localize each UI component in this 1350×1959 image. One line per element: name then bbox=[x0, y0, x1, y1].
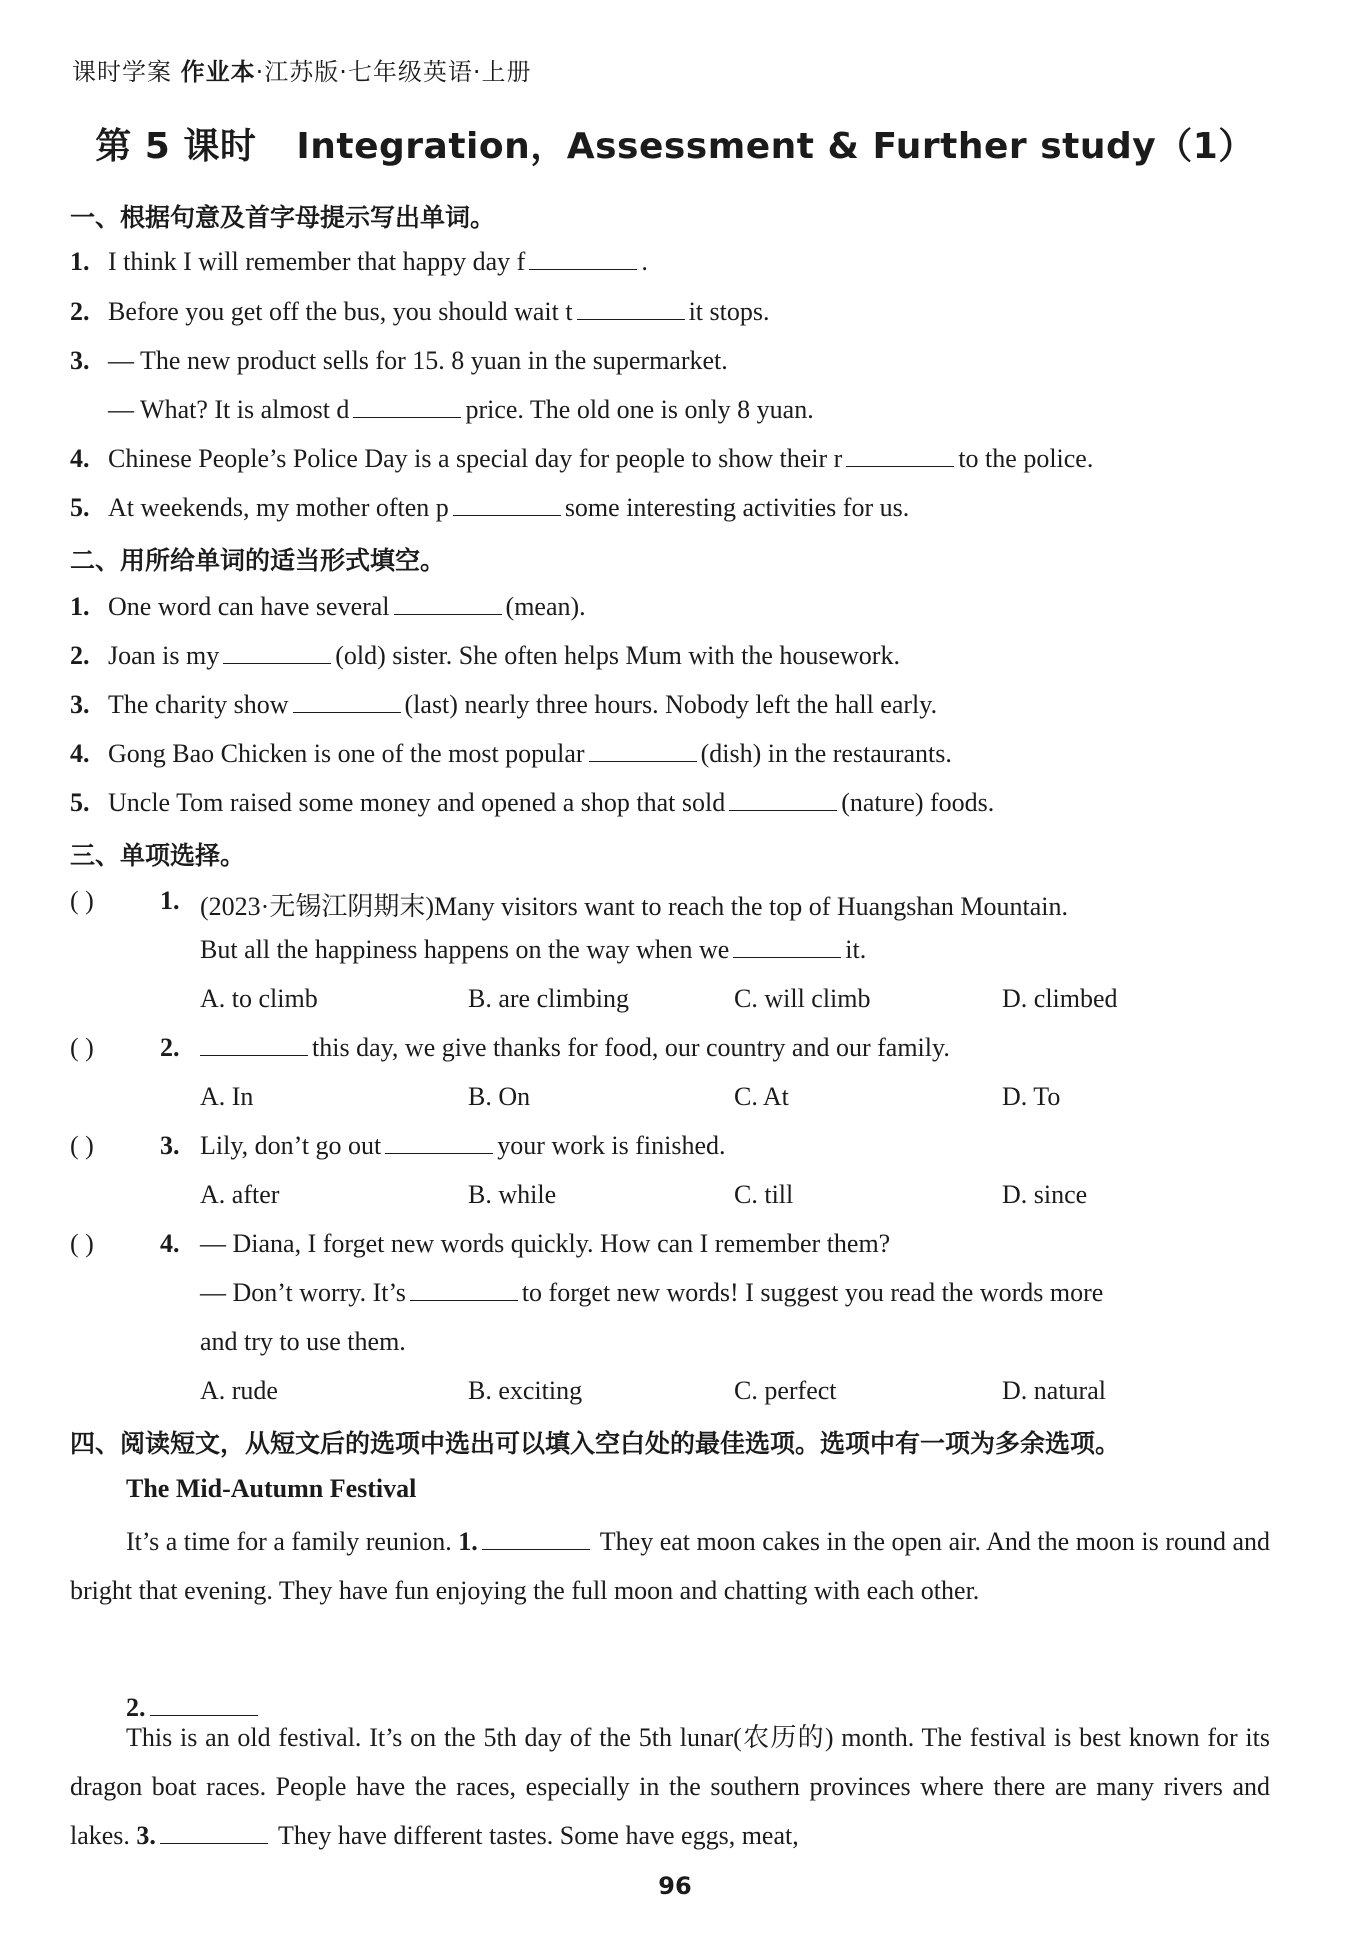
answer-blank[interactable] bbox=[846, 444, 954, 467]
answer-paren-4[interactable]: ( ) bbox=[70, 1229, 94, 1258]
p1-question-3 bbox=[70, 346, 728, 376]
answer-blank[interactable] bbox=[223, 641, 331, 664]
paragraph-text: It’s a time for a family reunion. bbox=[126, 1527, 452, 1556]
answer-blank[interactable] bbox=[577, 297, 685, 320]
question-text: Gong Bao Chicken is one of the most popular bbox=[108, 739, 585, 768]
question-text: One word can have several bbox=[108, 592, 390, 621]
question-text-end: (old) sister. She often helps Mum with the housework. bbox=[335, 641, 900, 670]
section-1-heading: 一、根据句意及首字母提示写出单词。 bbox=[70, 203, 496, 232]
p2-question-4 bbox=[70, 739, 952, 769]
brand: 课时学案 bbox=[72, 58, 172, 86]
option-c[interactable]: C. till bbox=[734, 1180, 794, 1209]
question-text-end: some interesting activities for us. bbox=[564, 493, 910, 522]
question-number: 1. bbox=[70, 592, 90, 621]
question-text: Chinese People’s Police Day is a special day for people to show their r bbox=[108, 444, 843, 473]
option-d[interactable]: D. climbed bbox=[1002, 984, 1118, 1013]
option-d[interactable]: D. since bbox=[1002, 1180, 1088, 1209]
question-text-end: price. The old one is only 8 yuan. bbox=[465, 395, 814, 424]
question-text: Joan is my bbox=[108, 641, 220, 670]
option-a[interactable]: A. after bbox=[200, 1180, 280, 1209]
question-number: 3. bbox=[70, 346, 90, 375]
question-text-end: (dish) in the restaurants. bbox=[700, 739, 952, 768]
mc-number-4: 4. bbox=[160, 1229, 180, 1258]
passage-paragraph-1 bbox=[70, 1517, 1270, 1615]
p2-question-2 bbox=[70, 641, 900, 671]
option-c[interactable]: C. At bbox=[734, 1082, 789, 1111]
edition: ·江苏版·七年级英语·上册 bbox=[255, 58, 532, 86]
answer-blank[interactable] bbox=[293, 690, 401, 713]
section-3-heading: 三、单项选择。 bbox=[70, 841, 246, 870]
p1-question-2 bbox=[70, 297, 769, 327]
question-text: But all the happiness happens on the way when we bbox=[200, 935, 730, 964]
answer-blank[interactable] bbox=[385, 1131, 493, 1154]
option-c[interactable]: C. will climb bbox=[734, 984, 871, 1013]
answer-blank[interactable] bbox=[353, 395, 461, 418]
option-b[interactable]: B. are climbing bbox=[468, 984, 630, 1013]
mc-number-3: 3. bbox=[160, 1131, 180, 1160]
question-text-end: (last) nearly three hours. Nobody left the hall early. bbox=[404, 690, 938, 719]
page-title bbox=[0, 118, 1350, 169]
option-c[interactable]: C. perfect bbox=[734, 1376, 837, 1405]
p2-question-1 bbox=[70, 592, 586, 622]
option-b[interactable]: B. On bbox=[468, 1082, 531, 1111]
question-text: — Don’t worry. It’s bbox=[200, 1278, 406, 1307]
answer-blank[interactable] bbox=[733, 935, 841, 958]
question-text: The charity show bbox=[108, 690, 289, 719]
mc-number-2: 2. bbox=[160, 1033, 180, 1062]
question-number: 5. bbox=[70, 788, 90, 817]
question-text: — The new product sells for 15. 8 yuan in the supermarket. bbox=[108, 346, 728, 375]
paragraph-text: This is an old festival. It’s on the 5th day of the 5th lunar(农历的) month. The festival is best known for its dragon boat races. People have the races, especially in the southern provinces where there are many rivers and lakes. bbox=[70, 1723, 1270, 1850]
question-text-end: to forget new words! I suggest you read the words more bbox=[521, 1278, 1104, 1307]
blank-number: 1. bbox=[458, 1527, 478, 1556]
book-header bbox=[72, 52, 532, 87]
mc-4-line2 bbox=[200, 1278, 1103, 1308]
question-number: 4. bbox=[70, 739, 90, 768]
blank-number: 2. bbox=[126, 1693, 146, 1722]
option-d[interactable]: D. natural bbox=[1002, 1376, 1106, 1405]
mc-4-line3: and try to use them. bbox=[200, 1327, 406, 1356]
answer-blank[interactable] bbox=[160, 1821, 268, 1844]
mc-3-line1 bbox=[200, 1131, 725, 1161]
answer-paren-3[interactable]: ( ) bbox=[70, 1131, 94, 1160]
mc-2-line1 bbox=[200, 1033, 950, 1063]
option-d[interactable]: D. To bbox=[1002, 1082, 1061, 1111]
book-type: 作业本 bbox=[180, 58, 256, 86]
question-text: Uncle Tom raised some money and opened a shop that sold bbox=[108, 788, 726, 817]
lesson-number: 第 5 课时 bbox=[95, 126, 257, 167]
question-text: — What? It is almost d bbox=[108, 395, 350, 424]
p1-question-3-line2 bbox=[108, 395, 814, 425]
question-text-end: your work is finished. bbox=[497, 1131, 726, 1160]
question-number: 1. bbox=[70, 247, 90, 276]
question-text-end: . bbox=[641, 247, 648, 276]
mc-1-line2 bbox=[200, 935, 866, 965]
option-b[interactable]: B. while bbox=[468, 1180, 557, 1209]
answer-blank[interactable] bbox=[589, 739, 697, 762]
paragraph-text: They have different tastes. Some have eggs, meat, bbox=[277, 1821, 799, 1850]
p1-question-5 bbox=[70, 493, 909, 523]
section-2-heading: 二、用所给单词的适当形式填空。 bbox=[70, 546, 446, 575]
answer-blank[interactable] bbox=[482, 1527, 590, 1550]
question-text: Lily, don’t go out bbox=[200, 1131, 382, 1160]
question-number: 4. bbox=[70, 444, 90, 473]
page-number: 96 bbox=[658, 1872, 692, 1900]
passage-paragraph-3 bbox=[70, 1713, 1270, 1860]
answer-blank[interactable] bbox=[394, 592, 502, 615]
question-text-end: it. bbox=[845, 935, 867, 964]
question-text: I think I will remember that happy day f bbox=[108, 247, 526, 276]
p2-question-5 bbox=[70, 788, 994, 818]
section-4-heading: 四、阅读短文，从短文后的选项中选出可以填入空白处的最佳选项。选项中有一项为多余选项。 bbox=[70, 1429, 1121, 1458]
answer-paren-1[interactable]: ( ) bbox=[70, 886, 94, 915]
answer-blank[interactable] bbox=[729, 788, 837, 811]
answer-blank[interactable] bbox=[410, 1278, 518, 1301]
question-text: this day, we give thanks for food, our country and our family. bbox=[312, 1033, 950, 1062]
lesson-topic: Integration，Assessment & Further study（1） bbox=[296, 126, 1255, 167]
question-text: Before you get off the bus, you should wait t bbox=[108, 297, 573, 326]
question-number: 2. bbox=[70, 297, 90, 326]
question-text: At weekends, my mother often p bbox=[108, 493, 449, 522]
option-a[interactable]: A. In bbox=[200, 1082, 254, 1111]
paragraph-text: They eat moon cakes in the open air. And the moon is round and bright that evening. They have fun enjoying the full moon and chatting with each other. bbox=[70, 1527, 1271, 1605]
question-number: 2. bbox=[70, 641, 90, 670]
answer-blank[interactable] bbox=[529, 247, 637, 270]
option-a[interactable]: A. to climb bbox=[200, 984, 318, 1013]
passage-title: The Mid-Autumn Festival bbox=[126, 1474, 417, 1503]
blank-number: 3. bbox=[136, 1821, 156, 1850]
option-a[interactable]: A. rude bbox=[200, 1376, 278, 1405]
mc-number-1: 1. bbox=[160, 886, 180, 915]
p2-question-3 bbox=[70, 690, 937, 720]
question-number: 3. bbox=[70, 690, 90, 719]
option-b[interactable]: B. exciting bbox=[468, 1376, 583, 1405]
question-text-end: to the police. bbox=[958, 444, 1094, 473]
question-number: 5. bbox=[70, 493, 90, 522]
answer-blank[interactable] bbox=[200, 1033, 308, 1056]
mc-1-line1: (2023·无锡江阴期末)Many visitors want to reach the top of Huangshan Mountain. bbox=[200, 892, 1068, 921]
p1-question-4 bbox=[70, 444, 1093, 474]
question-text-end: (mean). bbox=[505, 592, 586, 621]
p1-question-1 bbox=[70, 247, 648, 277]
answer-blank[interactable] bbox=[453, 493, 561, 516]
question-text-end: it stops. bbox=[688, 297, 770, 326]
question-text-end: (nature) foods. bbox=[841, 788, 995, 817]
mc-4-line1: — Diana, I forget new words quickly. How can I remember them? bbox=[200, 1229, 891, 1258]
answer-paren-2[interactable]: ( ) bbox=[70, 1033, 94, 1062]
